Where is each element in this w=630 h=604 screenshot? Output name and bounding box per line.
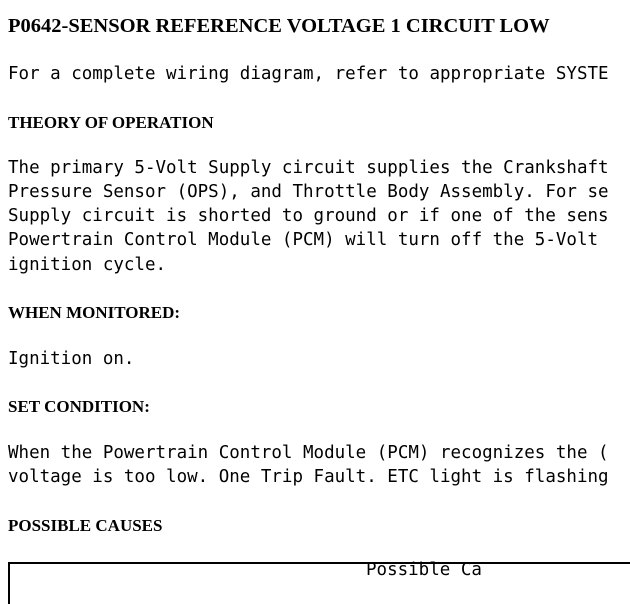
intro-text: For a complete wiring diagram,: [8, 64, 335, 84]
set-condition-line: When the Powertrain Control Module (PCM) recognizes the (: [8, 443, 609, 463]
intro-paragraph: [8, 62, 609, 86]
theory-line: ignition cycle.: [8, 255, 167, 275]
set-condition-line: voltage is too low. One Trip Fault. ETC light is flashing: [8, 467, 609, 487]
possible-causes-table: [8, 562, 630, 604]
theory-heading: THEORY OF OPERATION: [8, 113, 214, 132]
when-monitored-heading: WHEN MONITORED:: [8, 303, 181, 322]
possible-causes-heading: POSSIBLE CAUSES: [8, 516, 163, 535]
theory-line: The primary 5-Volt Supply circuit supplies the Crankshaft: [8, 158, 609, 178]
wiring-diagram-link[interactable]: refer to appropriate SYSTE: [334, 64, 609, 84]
page-title: P0642-SENSOR REFERENCE VOLTAGE 1 CIRCUIT LOW: [8, 15, 550, 37]
set-condition-heading: SET CONDITION:: [8, 397, 150, 416]
theory-line: Supply circuit is shorted to ground or if one of the sens: [8, 206, 609, 226]
theory-line: Powertrain Control Module (PCM) will turn off the 5-Volt: [8, 230, 599, 250]
table-header-cell: Possible Ca: [366, 560, 482, 580]
theory-line: Pressure Sensor (OPS), and Throttle Body Assembly. For se: [8, 182, 609, 202]
when-monitored-text: Ignition on.: [8, 349, 135, 369]
